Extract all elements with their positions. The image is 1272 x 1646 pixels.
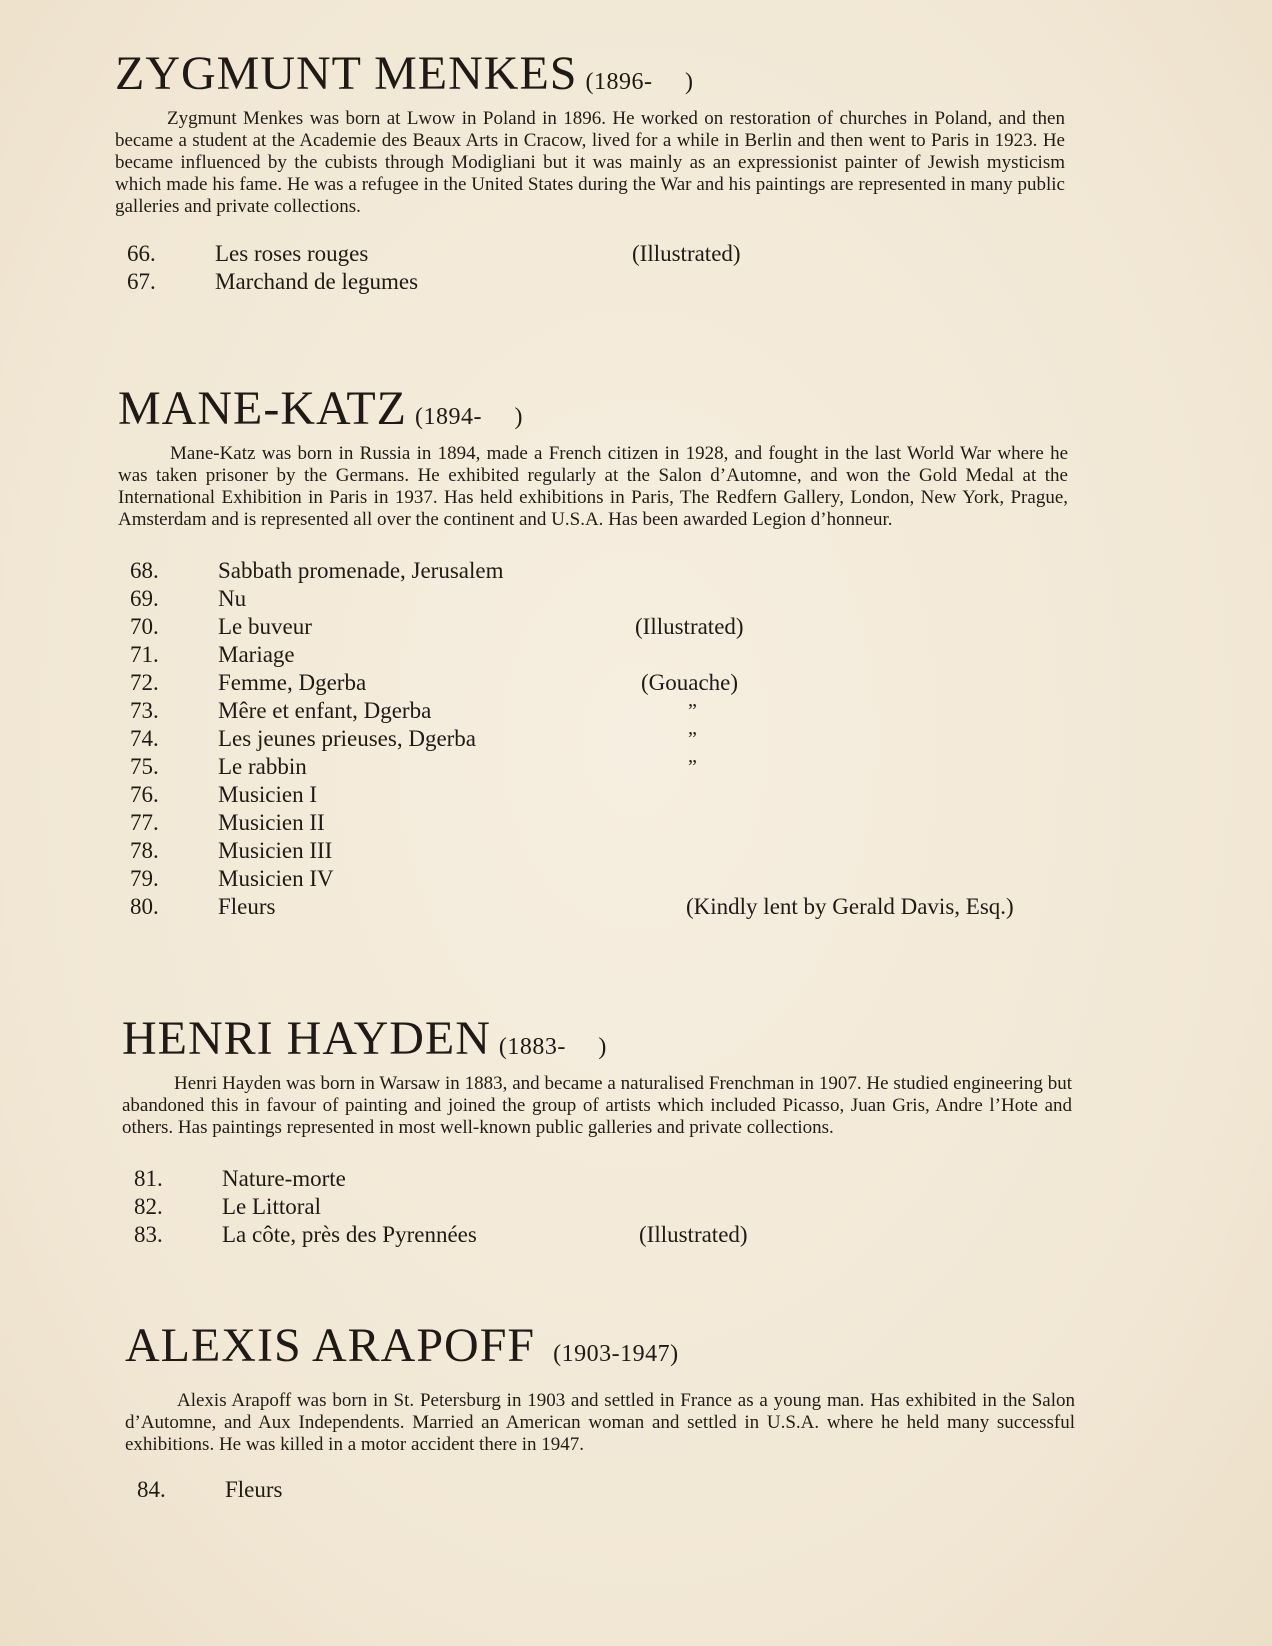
catalogue-number: 67.	[127, 269, 156, 294]
artist-heading	[118, 382, 1068, 435]
artist-heading	[125, 1319, 1075, 1372]
catalogue-number: 69.	[130, 586, 159, 611]
list-item	[118, 585, 1068, 613]
artist-dates: (1894- )	[414, 404, 523, 430]
artist-name: ALEXIS ARAPOFF	[125, 1319, 536, 1372]
list-item	[118, 865, 1068, 893]
artist-section-menkes	[115, 47, 1065, 296]
catalogue-number: 83.	[134, 1222, 163, 1247]
works-list	[125, 1476, 1075, 1504]
list-item	[118, 837, 1068, 865]
catalogue-number: 71.	[130, 642, 159, 667]
work-title: Nature-morte	[222, 1166, 346, 1191]
work-title: Musicien IV	[218, 866, 334, 891]
work-note: (Gouache)	[641, 670, 739, 695]
artist-biography: Mane-Katz was born in Russia in 1894, made a French citizen in 1928, and fought in the last World War where he was taken prisoner by the Germans. He exhibited regularly at the Salon d’Automne, and won the Gold Medal at the International Exhibition in Paris in 1937. Has held exhibitions in Paris, The Redfern Gallery, London, New York, Prague, Amsterdam and is represented all over the continent and U.S.A. Has been awarded Legion d’honneur.	[118, 443, 1068, 530]
work-note: (Illustrated)	[632, 241, 741, 266]
work-title: La côte, près des Pyrennées	[222, 1222, 477, 1247]
list-item	[122, 1165, 1072, 1193]
work-title: Les jeunes prieuses, Dgerba	[218, 726, 477, 751]
work-title: Le Littoral	[222, 1194, 321, 1219]
artist-biography: Alexis Arapoff was born in St. Petersburg in 1903 and settled in France as a young man. Has exhibited in the Salon d’Automne, and Aux Independents. Married an American woman and settled in U.S.A. where he held many successful exhibitions. He was killed in a motor accident there in 1947.	[125, 1390, 1075, 1455]
catalogue-number: 66.	[127, 241, 156, 266]
work-title: Les roses rouges	[215, 241, 369, 266]
artist-name: HENRI HAYDEN	[122, 1012, 491, 1065]
catalogue-number: 81.	[134, 1166, 163, 1191]
catalogue-number: 70.	[130, 614, 159, 639]
work-title: Mêre et enfant, Dgerba	[218, 698, 432, 723]
list-item	[125, 1476, 1075, 1504]
list-item	[118, 697, 1068, 725]
catalogue-number: 77.	[130, 810, 159, 835]
artist-name: ZYGMUNT MENKES	[115, 47, 578, 100]
catalogue-number: 68.	[130, 558, 159, 583]
work-title: Nu	[218, 586, 247, 611]
list-item	[115, 240, 1065, 268]
artist-heading	[122, 1012, 1072, 1065]
work-title: Marchand de legumes	[215, 269, 419, 294]
catalogue-number: 73.	[130, 698, 159, 723]
list-item	[122, 1221, 1072, 1249]
artist-section-mane-katz	[118, 382, 1068, 921]
work-title: Femme, Dgerba	[218, 670, 367, 695]
catalogue-number: 72.	[130, 670, 159, 695]
artist-section-hayden	[122, 1012, 1072, 1249]
list-item	[118, 557, 1068, 585]
catalogue-number: 74.	[130, 726, 159, 751]
list-item	[118, 641, 1068, 669]
work-title: Fleurs	[225, 1477, 283, 1502]
artist-dates: (1883- )	[498, 1034, 607, 1060]
work-title: Musicien II	[218, 810, 325, 835]
artist-dates: (1903-1947)	[553, 1341, 679, 1367]
list-item	[118, 893, 1068, 921]
work-note: (Kindly lent by Gerald Davis, Esq.)	[686, 894, 1014, 919]
catalogue-number: 82.	[134, 1194, 163, 1219]
list-item	[118, 613, 1068, 641]
artist-dates: (1896- )	[585, 69, 694, 95]
works-list	[118, 557, 1068, 921]
work-title: Le rabbin	[218, 754, 307, 779]
work-title: Musicien III	[218, 838, 333, 863]
ditto-mark: ”	[688, 728, 697, 750]
work-note: (Illustrated)	[635, 614, 744, 639]
work-title: Sabbath promenade, Jerusalem	[218, 558, 504, 583]
work-note: (Illustrated)	[639, 1222, 748, 1247]
list-item	[118, 753, 1068, 781]
work-title: Fleurs	[218, 894, 276, 919]
ditto-mark: ”	[688, 756, 697, 778]
catalogue-number: 80.	[130, 894, 159, 919]
artist-section-arapoff	[125, 1319, 1075, 1504]
list-item	[118, 725, 1068, 753]
catalogue-number: 84.	[137, 1477, 166, 1502]
works-list	[122, 1165, 1072, 1249]
catalogue-number: 76.	[130, 782, 159, 807]
artist-name: MANE-KATZ	[118, 382, 407, 435]
work-title: Le buveur	[218, 614, 312, 639]
works-list	[115, 240, 1065, 296]
catalogue-number: 75.	[130, 754, 159, 779]
ditto-mark: ”	[688, 700, 697, 722]
list-item	[122, 1193, 1072, 1221]
catalogue-number: 78.	[130, 838, 159, 863]
artist-biography: Henri Hayden was born in Warsaw in 1883, and became a naturalised Frenchman in 1907. He studied engineering but abandoned this in favour of painting and joined the group of artists which included Picasso, Juan Gris, Andre l’Hote and others. Has paintings represented in most well-known public galleries and private collections.	[122, 1073, 1072, 1138]
artist-biography: Zygmunt Menkes was born at Lwow in Poland in 1896. He worked on restoration of churches in Poland, and then became a student at the Academie des Beaux Arts in Cracow, lived for a while in Berlin and then went to Paris in 1923. He became influenced by the cubists through Modigliani but it was mainly as an expressionist painter of Jewish mysticism which made his fame. He was a refugee in the United States during the War and his paintings are represented in many public galleries and private collections.	[115, 108, 1065, 217]
work-title: Mariage	[218, 642, 295, 667]
list-item	[118, 669, 1068, 697]
list-item	[118, 781, 1068, 809]
list-item	[115, 268, 1065, 296]
artist-heading	[115, 47, 1065, 100]
work-title: Musicien I	[218, 782, 318, 807]
catalogue-number: 79.	[130, 866, 159, 891]
list-item	[118, 809, 1068, 837]
